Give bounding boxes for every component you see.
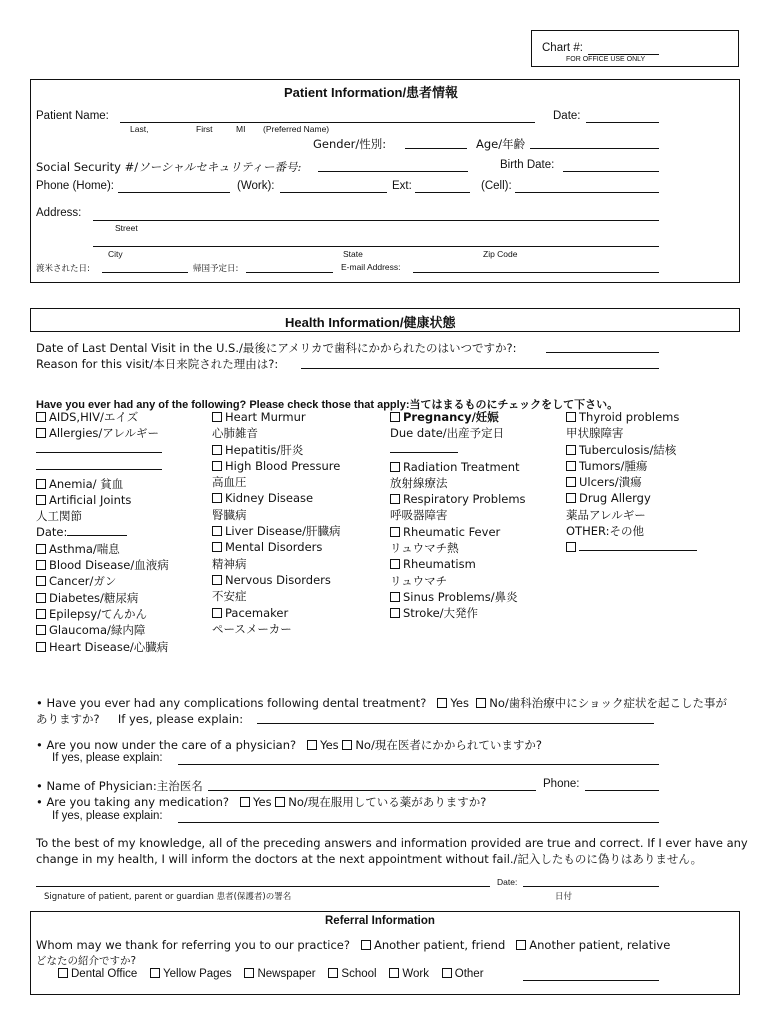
arrival-field[interactable]: [102, 272, 188, 273]
thyroid-jp: 甲状腺障害: [566, 426, 624, 441]
birth-date-field[interactable]: [563, 171, 659, 172]
email-label: E-mail Address:: [341, 262, 401, 272]
artificial-joints-date[interactable]: Date:: [36, 524, 169, 540]
radiation-jp: 放射線療法: [390, 475, 448, 490]
condition-artificial-joints[interactable]: Artificial Joints: [36, 492, 169, 508]
patient-info-section: [30, 79, 740, 283]
referral-dental-office[interactable]: Dental Office: [58, 968, 137, 980]
date-label: Date:: [553, 110, 581, 122]
condition-respiratory[interactable]: Respiratory Problems: [390, 491, 526, 507]
age-field[interactable]: [530, 148, 659, 149]
q-medication-explain-label: If yes, please explain:: [52, 810, 163, 822]
condition-hepatitis[interactable]: Hepatitis/肝炎: [212, 442, 340, 458]
referral-other-field[interactable]: [523, 980, 659, 981]
signature-date-jp: 日付: [555, 892, 573, 902]
q-physician-yes-checkbox[interactable]: [307, 740, 317, 750]
condition-heart-murmur[interactable]: Heart Murmur: [212, 409, 340, 425]
zip-sub: Zip Code: [483, 249, 518, 259]
ssn-label-jp: ソーシャルセキュリティー番号:: [138, 160, 302, 174]
allergies-line-1[interactable]: [36, 442, 162, 453]
address-city-field[interactable]: [93, 246, 659, 247]
pacemaker-jp: ペースメーカー: [212, 621, 292, 636]
condition-nervous-disorders[interactable]: Nervous Disorders: [212, 572, 340, 588]
condition-mental-disorders[interactable]: Mental Disorders: [212, 539, 340, 555]
q-physician-explain-label: If yes, please explain:: [52, 752, 163, 764]
condition-thyroid[interactable]: Thyroid problems: [566, 409, 697, 425]
patient-name-label: Patient Name:: [36, 110, 109, 122]
referral-question: Whom may we thank for referring you to our practice? Another patient, friend Another patient, relative: [36, 938, 671, 952]
health-info-title: Health Information/健康状態: [285, 315, 456, 330]
signature-date-field[interactable]: [523, 886, 659, 887]
name-sub-last: Last,: [130, 124, 149, 134]
condition-aids[interactable]: AIDS,HIV/エイズ: [36, 409, 169, 425]
address-label: Address:: [36, 207, 82, 219]
phone-home-label: Phone (Home):: [36, 180, 114, 192]
city-sub: City: [108, 249, 123, 259]
phone-work-field[interactable]: [280, 192, 387, 193]
referral-options: [58, 968, 484, 980]
kidney-disease-jp: 腎臓病: [212, 507, 247, 522]
physician-name-field[interactable]: [208, 790, 536, 791]
conditions-col-1: [36, 409, 169, 655]
q-complications: • Have you ever had any complications following dental treatment? Yes No/歯科治療中にショック症状を起こした事が: [36, 696, 728, 710]
ssn-label-en: Social Security #/: [36, 160, 139, 174]
due-date-label: Due date/出産予定日: [390, 426, 505, 441]
date-field[interactable]: [586, 122, 659, 123]
q-complications-line2: ありますか? If yes, please explain:: [36, 712, 244, 726]
referral-work[interactable]: Work: [389, 968, 429, 980]
ext-field[interactable]: [415, 192, 470, 193]
q-complications-no-checkbox[interactable]: [476, 698, 486, 708]
arrival-label: 渡米された日:: [36, 264, 90, 274]
email-field[interactable]: [413, 272, 659, 273]
allergies-line-2[interactable]: [36, 459, 162, 470]
referral-newspaper[interactable]: Newspaper: [244, 968, 315, 980]
phone-work-label: (Work):: [237, 180, 275, 192]
gender-field[interactable]: [405, 148, 467, 149]
condition-liver-disease[interactable]: Liver Disease/肝臓病: [212, 523, 340, 539]
condition-cancer[interactable]: Cancer/ガン: [36, 573, 169, 589]
condition-heart-disease[interactable]: Heart Disease/心臓病: [36, 639, 169, 655]
physician-phone-field[interactable]: [585, 790, 659, 791]
last-visit-label: Date of Last Dental Visit in the U.S./最後にアメリカで歯科にかかられたのはいつですか?:: [36, 341, 517, 355]
condition-rheumatic-fever[interactable]: Rheumatic Fever: [390, 524, 526, 540]
respiratory-jp: 呼吸器障害: [390, 508, 448, 523]
q-medication: • Are you taking any medication? Yes No/現在服用している薬がありますか?: [36, 795, 487, 809]
referral-school[interactable]: School: [328, 968, 376, 980]
birth-date-label: Birth Date:: [500, 159, 555, 171]
q-complications-text: • Have you ever had any complications following dental treatment?: [36, 696, 427, 710]
cell-label: (Cell):: [481, 180, 512, 192]
age-label: Age/年齢: [476, 137, 526, 151]
condition-rheumatism[interactable]: Rheumatism: [390, 556, 526, 572]
reason-field[interactable]: [301, 368, 659, 369]
referral-patient-friend-checkbox[interactable]: [361, 940, 371, 950]
ssn-field[interactable]: [318, 171, 468, 172]
gender-label: Gender/性別:: [313, 137, 387, 151]
referral-yellow-pages[interactable]: Yellow Pages: [150, 968, 232, 980]
ssn-label: [36, 159, 301, 175]
name-sub-first: First: [196, 124, 213, 134]
patient-info-title: Patient Information/患者情報: [284, 85, 459, 100]
condition-ulcers[interactable]: Ulcers/潰瘍: [566, 474, 697, 490]
condition-anemia[interactable]: Anemia/ 貧血: [36, 476, 169, 492]
ext-label: Ext:: [392, 180, 412, 192]
state-sub: State: [343, 249, 363, 259]
condition-epilepsy[interactable]: Epilepsy/てんかん: [36, 606, 169, 622]
condition-blood-disease[interactable]: Blood Disease/血液病: [36, 557, 169, 573]
return-field[interactable]: [246, 272, 333, 273]
name-sub-mi: MI: [236, 124, 246, 134]
q-medication-no-checkbox[interactable]: [275, 797, 285, 807]
q-physician: • Are you now under the care of a physician? Yes No/現在医者にかかられていますか?: [36, 738, 542, 752]
condition-other[interactable]: [566, 539, 697, 555]
street-sub: Street: [115, 223, 138, 233]
q-physician-explain-field[interactable]: [178, 764, 659, 765]
physician-name-label: • Name of Physician:主治医名: [36, 779, 203, 793]
referral-title: Referral Information: [325, 915, 435, 927]
patient-name-field[interactable]: [120, 122, 535, 123]
rheumatic-fever-jp: リュウマチ熱: [390, 541, 459, 556]
condition-glaucoma[interactable]: Glaucoma/緑内障: [36, 622, 169, 638]
q-medication-explain-field[interactable]: [178, 822, 659, 823]
signature-label: Signature of patient, parent or guardian 患者(保護者)の署名: [44, 892, 292, 902]
return-label: 帰国予定日:: [193, 264, 239, 274]
signature-field[interactable]: [36, 886, 490, 887]
due-date-field[interactable]: [390, 442, 458, 453]
condition-radiation[interactable]: Radiation Treatment: [390, 459, 526, 475]
condition-allergies[interactable]: Allergies/アレルギー: [36, 425, 169, 441]
condition-drug-allergy[interactable]: Drug Allergy: [566, 490, 697, 506]
conditions-col-2: [212, 409, 340, 637]
nervous-disorders-jp: 不安症: [212, 589, 247, 604]
reason-label: Reason for this visit/本日来院された理由は?:: [36, 357, 279, 371]
rheumatism-jp: リュウマチ: [390, 573, 448, 588]
drug-allergy-jp: 薬品アレルギー: [566, 507, 646, 522]
conditions-question-jp: 当てはまるものにチェックをして下さい。: [409, 398, 619, 411]
condition-sinus[interactable]: Sinus Problems/鼻炎: [390, 589, 526, 605]
condition-asthma[interactable]: Asthma/喘息: [36, 541, 169, 557]
address-street-field[interactable]: [93, 220, 659, 221]
condition-tumors[interactable]: Tumors/腫瘍: [566, 458, 697, 474]
conditions-col-3: [390, 409, 526, 622]
statement-line-1: To the best of my knowledge, all of the preceding answers and information provided are true and correct. If I ever have any: [36, 836, 748, 850]
referral-other[interactable]: Other: [442, 968, 484, 980]
phone-home-field[interactable]: [118, 192, 230, 193]
name-sub-preferred: (Preferred Name): [263, 124, 330, 134]
condition-high-blood-pressure[interactable]: High Blood Pressure: [212, 458, 340, 474]
condition-stroke[interactable]: Stroke/大発作: [390, 605, 526, 621]
mental-disorders-jp: 精神病: [212, 556, 247, 571]
condition-pacemaker[interactable]: Pacemaker: [212, 605, 340, 621]
q-complications-yes-checkbox[interactable]: [437, 698, 447, 708]
q-complications-explain-field[interactable]: [257, 723, 654, 724]
high-blood-pressure-jp: 高血圧: [212, 475, 247, 490]
chart-number-label: Chart #:: [542, 42, 583, 54]
other-label: OTHER:その他: [566, 524, 645, 539]
heart-murmur-jp: 心肺雑音: [212, 426, 258, 441]
statement-line-2: change in my health, I will inform the doctors at the next appointment without fail./記入したものに偽りはありません。: [36, 852, 703, 866]
condition-kidney-disease[interactable]: Kidney Disease: [212, 490, 340, 506]
q-physician-no-checkbox[interactable]: [342, 740, 352, 750]
referral-patient-relative-checkbox[interactable]: [516, 940, 526, 950]
office-use-note: FOR OFFICE USE ONLY: [566, 56, 646, 63]
condition-diabetes[interactable]: Diabetes/糖尿病: [36, 590, 169, 606]
chart-number-field[interactable]: [588, 54, 659, 55]
signature-date-label: Date:: [497, 877, 518, 887]
condition-tuberculosis[interactable]: Tuberculosis/結核: [566, 442, 697, 458]
q-medication-yes-checkbox[interactable]: [240, 797, 250, 807]
conditions-question-en: Have you ever had any of the following? Please check those that apply:: [36, 399, 410, 411]
referral-question-jp: どなたの紹介ですか?: [36, 955, 137, 967]
cell-field[interactable]: [515, 192, 659, 193]
artificial-joints-jp: 人工関節: [36, 509, 82, 524]
last-visit-field[interactable]: [546, 352, 659, 353]
condition-pregnancy[interactable]: Pregnancy/妊娠: [390, 409, 526, 425]
conditions-col-4: [566, 409, 697, 556]
physician-phone-label: Phone:: [543, 778, 580, 790]
